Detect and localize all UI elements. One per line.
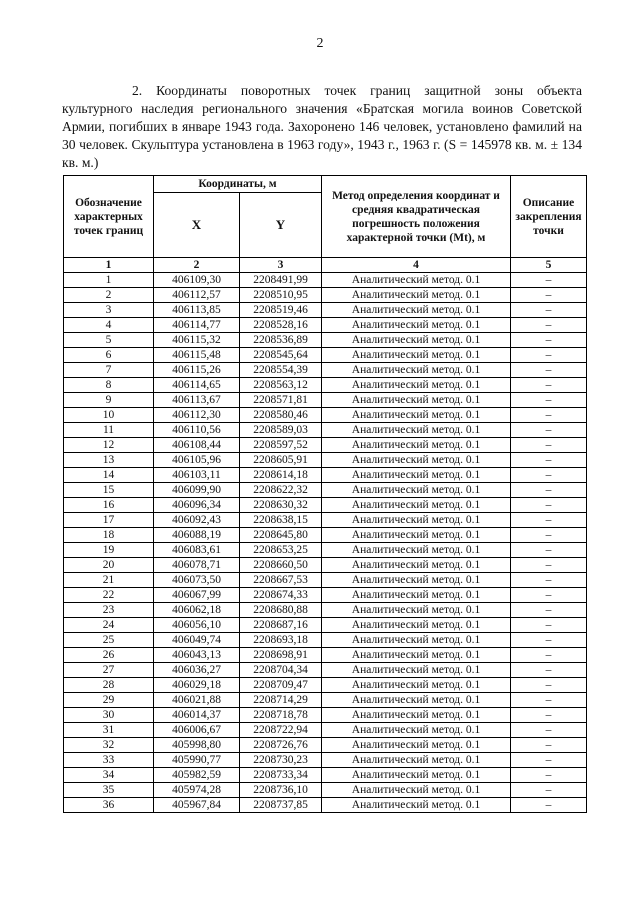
cell-method: Аналитический метод. 0.1 bbox=[322, 798, 511, 813]
cell-description: – bbox=[511, 513, 587, 528]
cell-method: Аналитический метод. 0.1 bbox=[322, 498, 511, 513]
table-row bbox=[64, 723, 587, 738]
cell-point-id: 23 bbox=[64, 603, 154, 618]
table-row bbox=[64, 738, 587, 753]
cell-coord-y: 2208714,29 bbox=[240, 693, 322, 708]
table-row bbox=[64, 633, 587, 648]
table-row bbox=[64, 528, 587, 543]
cell-coord-y: 2208709,47 bbox=[240, 678, 322, 693]
cell-coord-x: 406092,43 bbox=[154, 513, 240, 528]
table-row bbox=[64, 573, 587, 588]
cell-method: Аналитический метод. 0.1 bbox=[322, 648, 511, 663]
table-row bbox=[64, 453, 587, 468]
cell-description: – bbox=[511, 273, 587, 288]
cell-method: Аналитический метод. 0.1 bbox=[322, 513, 511, 528]
cell-description: – bbox=[511, 798, 587, 813]
cell-coord-x: 406088,19 bbox=[154, 528, 240, 543]
cell-coord-x: 406113,67 bbox=[154, 393, 240, 408]
cell-coord-x: 405990,77 bbox=[154, 753, 240, 768]
cell-description: – bbox=[511, 498, 587, 513]
cell-point-id: 2 bbox=[64, 288, 154, 303]
header-y: Y bbox=[240, 193, 322, 258]
table-row bbox=[64, 708, 587, 723]
cell-method: Аналитический метод. 0.1 bbox=[322, 723, 511, 738]
table-row bbox=[64, 468, 587, 483]
cell-method: Аналитический метод. 0.1 bbox=[322, 573, 511, 588]
cell-method: Аналитический метод. 0.1 bbox=[322, 588, 511, 603]
cell-description: – bbox=[511, 528, 587, 543]
cell-coord-x: 406112,57 bbox=[154, 288, 240, 303]
table-row bbox=[64, 678, 587, 693]
cell-point-id: 29 bbox=[64, 693, 154, 708]
cell-coord-x: 406049,74 bbox=[154, 633, 240, 648]
cell-description: – bbox=[511, 678, 587, 693]
cell-description: – bbox=[511, 588, 587, 603]
cell-coord-y: 2208580,46 bbox=[240, 408, 322, 423]
cell-description: – bbox=[511, 438, 587, 453]
cell-description: – bbox=[511, 783, 587, 798]
table-row bbox=[64, 753, 587, 768]
column-number-row bbox=[64, 258, 587, 273]
column-number: 5 bbox=[511, 258, 587, 273]
cell-coord-y: 2208545,64 bbox=[240, 348, 322, 363]
table-row bbox=[64, 498, 587, 513]
cell-coord-y: 2208491,99 bbox=[240, 273, 322, 288]
cell-description: – bbox=[511, 558, 587, 573]
cell-description: – bbox=[511, 483, 587, 498]
cell-coord-x: 406113,85 bbox=[154, 303, 240, 318]
cell-coord-y: 2208571,81 bbox=[240, 393, 322, 408]
table-body bbox=[64, 258, 587, 813]
cell-coord-x: 406056,10 bbox=[154, 618, 240, 633]
cell-method: Аналитический метод. 0.1 bbox=[322, 363, 511, 378]
table-row bbox=[64, 318, 587, 333]
cell-description: – bbox=[511, 378, 587, 393]
table-row bbox=[64, 543, 587, 558]
cell-method: Аналитический метод. 0.1 bbox=[322, 528, 511, 543]
table-row bbox=[64, 588, 587, 603]
cell-point-id: 1 bbox=[64, 273, 154, 288]
table-row bbox=[64, 408, 587, 423]
header-method: Метод определения координат и средняя квадратическая погрешность положения характерной точки (Mt), м bbox=[322, 176, 511, 258]
cell-coord-y: 2208737,85 bbox=[240, 798, 322, 813]
cell-coord-x: 406115,32 bbox=[154, 333, 240, 348]
cell-method: Аналитический метод. 0.1 bbox=[322, 423, 511, 438]
cell-coord-y: 2208563,12 bbox=[240, 378, 322, 393]
cell-point-id: 20 bbox=[64, 558, 154, 573]
cell-coord-x: 406078,71 bbox=[154, 558, 240, 573]
cell-point-id: 11 bbox=[64, 423, 154, 438]
cell-coord-y: 2208674,33 bbox=[240, 588, 322, 603]
cell-description: – bbox=[511, 303, 587, 318]
cell-description: – bbox=[511, 648, 587, 663]
cell-coord-y: 2208687,16 bbox=[240, 618, 322, 633]
cell-point-id: 34 bbox=[64, 768, 154, 783]
cell-point-id: 3 bbox=[64, 303, 154, 318]
cell-point-id: 16 bbox=[64, 498, 154, 513]
cell-point-id: 30 bbox=[64, 708, 154, 723]
coordinates-table bbox=[63, 175, 587, 813]
cell-method: Аналитический метод. 0.1 bbox=[322, 543, 511, 558]
cell-method: Аналитический метод. 0.1 bbox=[322, 678, 511, 693]
cell-description: – bbox=[511, 393, 587, 408]
table-row bbox=[64, 693, 587, 708]
table-row bbox=[64, 663, 587, 678]
cell-point-id: 17 bbox=[64, 513, 154, 528]
cell-method: Аналитический метод. 0.1 bbox=[322, 753, 511, 768]
table-row bbox=[64, 378, 587, 393]
table-row bbox=[64, 783, 587, 798]
cell-description: – bbox=[511, 318, 587, 333]
cell-method: Аналитический метод. 0.1 bbox=[322, 693, 511, 708]
cell-coord-x: 406014,37 bbox=[154, 708, 240, 723]
cell-coord-x: 406115,48 bbox=[154, 348, 240, 363]
cell-description: – bbox=[511, 423, 587, 438]
cell-coord-y: 2208736,10 bbox=[240, 783, 322, 798]
cell-coord-y: 2208733,34 bbox=[240, 768, 322, 783]
cell-coord-y: 2208718,78 bbox=[240, 708, 322, 723]
cell-coord-x: 406115,26 bbox=[154, 363, 240, 378]
cell-coord-x: 406062,18 bbox=[154, 603, 240, 618]
cell-point-id: 19 bbox=[64, 543, 154, 558]
cell-point-id: 8 bbox=[64, 378, 154, 393]
header-point: Обозначение характерных точек границ bbox=[64, 176, 154, 258]
cell-coord-y: 2208698,91 bbox=[240, 648, 322, 663]
page-number: 2 bbox=[316, 36, 324, 51]
cell-coord-y: 2208554,39 bbox=[240, 363, 322, 378]
cell-coord-x: 406110,56 bbox=[154, 423, 240, 438]
cell-coord-x: 406006,67 bbox=[154, 723, 240, 738]
cell-point-id: 21 bbox=[64, 573, 154, 588]
cell-point-id: 25 bbox=[64, 633, 154, 648]
cell-method: Аналитический метод. 0.1 bbox=[322, 783, 511, 798]
cell-coord-y: 2208622,32 bbox=[240, 483, 322, 498]
cell-coord-y: 2208638,15 bbox=[240, 513, 322, 528]
cell-description: – bbox=[511, 288, 587, 303]
cell-coord-x: 406114,77 bbox=[154, 318, 240, 333]
cell-method: Аналитический метод. 0.1 bbox=[322, 378, 511, 393]
cell-description: – bbox=[511, 543, 587, 558]
cell-coord-x: 405982,59 bbox=[154, 768, 240, 783]
cell-point-id: 15 bbox=[64, 483, 154, 498]
cell-description: – bbox=[511, 618, 587, 633]
table-row bbox=[64, 558, 587, 573]
cell-point-id: 5 bbox=[64, 333, 154, 348]
cell-coord-x: 406067,99 bbox=[154, 588, 240, 603]
cell-method: Аналитический метод. 0.1 bbox=[322, 333, 511, 348]
cell-method: Аналитический метод. 0.1 bbox=[322, 558, 511, 573]
cell-coord-y: 2208528,16 bbox=[240, 318, 322, 333]
cell-description: – bbox=[511, 573, 587, 588]
cell-coord-y: 2208730,23 bbox=[240, 753, 322, 768]
cell-method: Аналитический метод. 0.1 bbox=[322, 393, 511, 408]
cell-coord-x: 406108,44 bbox=[154, 438, 240, 453]
cell-point-id: 14 bbox=[64, 468, 154, 483]
cell-coord-x: 406073,50 bbox=[154, 573, 240, 588]
cell-description: – bbox=[511, 333, 587, 348]
table-row bbox=[64, 423, 587, 438]
cell-point-id: 10 bbox=[64, 408, 154, 423]
table-row bbox=[64, 768, 587, 783]
cell-coord-y: 2208645,80 bbox=[240, 528, 322, 543]
cell-coord-y: 2208704,34 bbox=[240, 663, 322, 678]
table-row bbox=[64, 363, 587, 378]
cell-description: – bbox=[511, 408, 587, 423]
cell-point-id: 27 bbox=[64, 663, 154, 678]
cell-point-id: 6 bbox=[64, 348, 154, 363]
table-row bbox=[64, 483, 587, 498]
table-row bbox=[64, 798, 587, 813]
cell-description: – bbox=[511, 738, 587, 753]
cell-coord-x: 406096,34 bbox=[154, 498, 240, 513]
cell-coord-y: 2208589,03 bbox=[240, 423, 322, 438]
table-row bbox=[64, 603, 587, 618]
cell-method: Аналитический метод. 0.1 bbox=[322, 273, 511, 288]
cell-description: – bbox=[511, 603, 587, 618]
cell-coord-y: 2208536,89 bbox=[240, 333, 322, 348]
intro-paragraph: 2. Координаты поворотных точек границ защитной зоны объекта культурного наследия регионального значения «Братская могила воинов Советской Армии, погибших в январе 1943 года. Захоронено 146 человек, установлено фамилий на 30 человек. Скульптура установлена в 1963 году», 1943 г., 1963 г. (S = 145978 кв. м. ± 134 кв. м.) bbox=[62, 82, 582, 170]
column-number: 1 bbox=[64, 258, 154, 273]
cell-coord-y: 2208693,18 bbox=[240, 633, 322, 648]
cell-method: Аналитический метод. 0.1 bbox=[322, 618, 511, 633]
table-row bbox=[64, 273, 587, 288]
cell-coord-x: 405967,84 bbox=[154, 798, 240, 813]
cell-coord-y: 2208614,18 bbox=[240, 468, 322, 483]
cell-description: – bbox=[511, 468, 587, 483]
cell-coord-x: 406105,96 bbox=[154, 453, 240, 468]
table-row bbox=[64, 288, 587, 303]
cell-description: – bbox=[511, 768, 587, 783]
table-row bbox=[64, 438, 587, 453]
table-row bbox=[64, 648, 587, 663]
cell-method: Аналитический метод. 0.1 bbox=[322, 438, 511, 453]
table-row bbox=[64, 393, 587, 408]
cell-point-id: 28 bbox=[64, 678, 154, 693]
table-row bbox=[64, 348, 587, 363]
cell-point-id: 24 bbox=[64, 618, 154, 633]
cell-coord-x: 406099,90 bbox=[154, 483, 240, 498]
cell-method: Аналитический метод. 0.1 bbox=[322, 768, 511, 783]
column-number: 3 bbox=[240, 258, 322, 273]
cell-method: Аналитический метод. 0.1 bbox=[322, 663, 511, 678]
cell-description: – bbox=[511, 708, 587, 723]
cell-description: – bbox=[511, 663, 587, 678]
cell-method: Аналитический метод. 0.1 bbox=[322, 408, 511, 423]
cell-point-id: 7 bbox=[64, 363, 154, 378]
cell-description: – bbox=[511, 348, 587, 363]
cell-description: – bbox=[511, 363, 587, 378]
cell-coord-x: 406029,18 bbox=[154, 678, 240, 693]
cell-method: Аналитический метод. 0.1 bbox=[322, 603, 511, 618]
cell-coord-x: 405974,28 bbox=[154, 783, 240, 798]
column-number: 4 bbox=[322, 258, 511, 273]
cell-point-id: 35 bbox=[64, 783, 154, 798]
cell-point-id: 36 bbox=[64, 798, 154, 813]
table-row bbox=[64, 618, 587, 633]
cell-method: Аналитический метод. 0.1 bbox=[322, 483, 511, 498]
cell-method: Аналитический метод. 0.1 bbox=[322, 348, 511, 363]
table-row bbox=[64, 303, 587, 318]
cell-method: Аналитический метод. 0.1 bbox=[322, 288, 511, 303]
column-number: 2 bbox=[154, 258, 240, 273]
header-x: X bbox=[154, 193, 240, 258]
cell-point-id: 31 bbox=[64, 723, 154, 738]
cell-coord-x: 406043,13 bbox=[154, 648, 240, 663]
cell-point-id: 4 bbox=[64, 318, 154, 333]
table-row bbox=[64, 333, 587, 348]
cell-coord-x: 406114,65 bbox=[154, 378, 240, 393]
cell-coord-x: 406112,30 bbox=[154, 408, 240, 423]
cell-method: Аналитический метод. 0.1 bbox=[322, 303, 511, 318]
cell-coord-y: 2208519,46 bbox=[240, 303, 322, 318]
cell-description: – bbox=[511, 453, 587, 468]
table-row bbox=[64, 513, 587, 528]
cell-description: – bbox=[511, 633, 587, 648]
cell-point-id: 26 bbox=[64, 648, 154, 663]
cell-method: Аналитический метод. 0.1 bbox=[322, 453, 511, 468]
cell-method: Аналитический метод. 0.1 bbox=[322, 708, 511, 723]
cell-coord-y: 2208660,50 bbox=[240, 558, 322, 573]
cell-point-id: 18 bbox=[64, 528, 154, 543]
cell-coord-y: 2208597,52 bbox=[240, 438, 322, 453]
cell-coord-x: 405998,80 bbox=[154, 738, 240, 753]
cell-method: Аналитический метод. 0.1 bbox=[322, 738, 511, 753]
cell-point-id: 33 bbox=[64, 753, 154, 768]
cell-coord-y: 2208605,91 bbox=[240, 453, 322, 468]
cell-point-id: 9 bbox=[64, 393, 154, 408]
cell-description: – bbox=[511, 723, 587, 738]
cell-coord-x: 406021,88 bbox=[154, 693, 240, 708]
cell-coord-x: 406083,61 bbox=[154, 543, 240, 558]
cell-point-id: 32 bbox=[64, 738, 154, 753]
cell-coord-x: 406109,30 bbox=[154, 273, 240, 288]
header-description: Описание закрепления точки bbox=[511, 176, 587, 258]
header-coords: Координаты, м bbox=[154, 176, 322, 193]
cell-point-id: 12 bbox=[64, 438, 154, 453]
cell-coord-y: 2208630,32 bbox=[240, 498, 322, 513]
cell-coord-x: 406036,27 bbox=[154, 663, 240, 678]
cell-method: Аналитический метод. 0.1 bbox=[322, 633, 511, 648]
cell-coord-y: 2208653,25 bbox=[240, 543, 322, 558]
cell-coord-y: 2208510,95 bbox=[240, 288, 322, 303]
cell-coord-y: 2208680,88 bbox=[240, 603, 322, 618]
cell-coord-x: 406103,11 bbox=[154, 468, 240, 483]
cell-description: – bbox=[511, 753, 587, 768]
cell-method: Аналитический метод. 0.1 bbox=[322, 318, 511, 333]
cell-method: Аналитический метод. 0.1 bbox=[322, 468, 511, 483]
cell-coord-y: 2208722,94 bbox=[240, 723, 322, 738]
cell-coord-y: 2208726,76 bbox=[240, 738, 322, 753]
cell-description: – bbox=[511, 693, 587, 708]
cell-coord-y: 2208667,53 bbox=[240, 573, 322, 588]
cell-point-id: 13 bbox=[64, 453, 154, 468]
cell-point-id: 22 bbox=[64, 588, 154, 603]
